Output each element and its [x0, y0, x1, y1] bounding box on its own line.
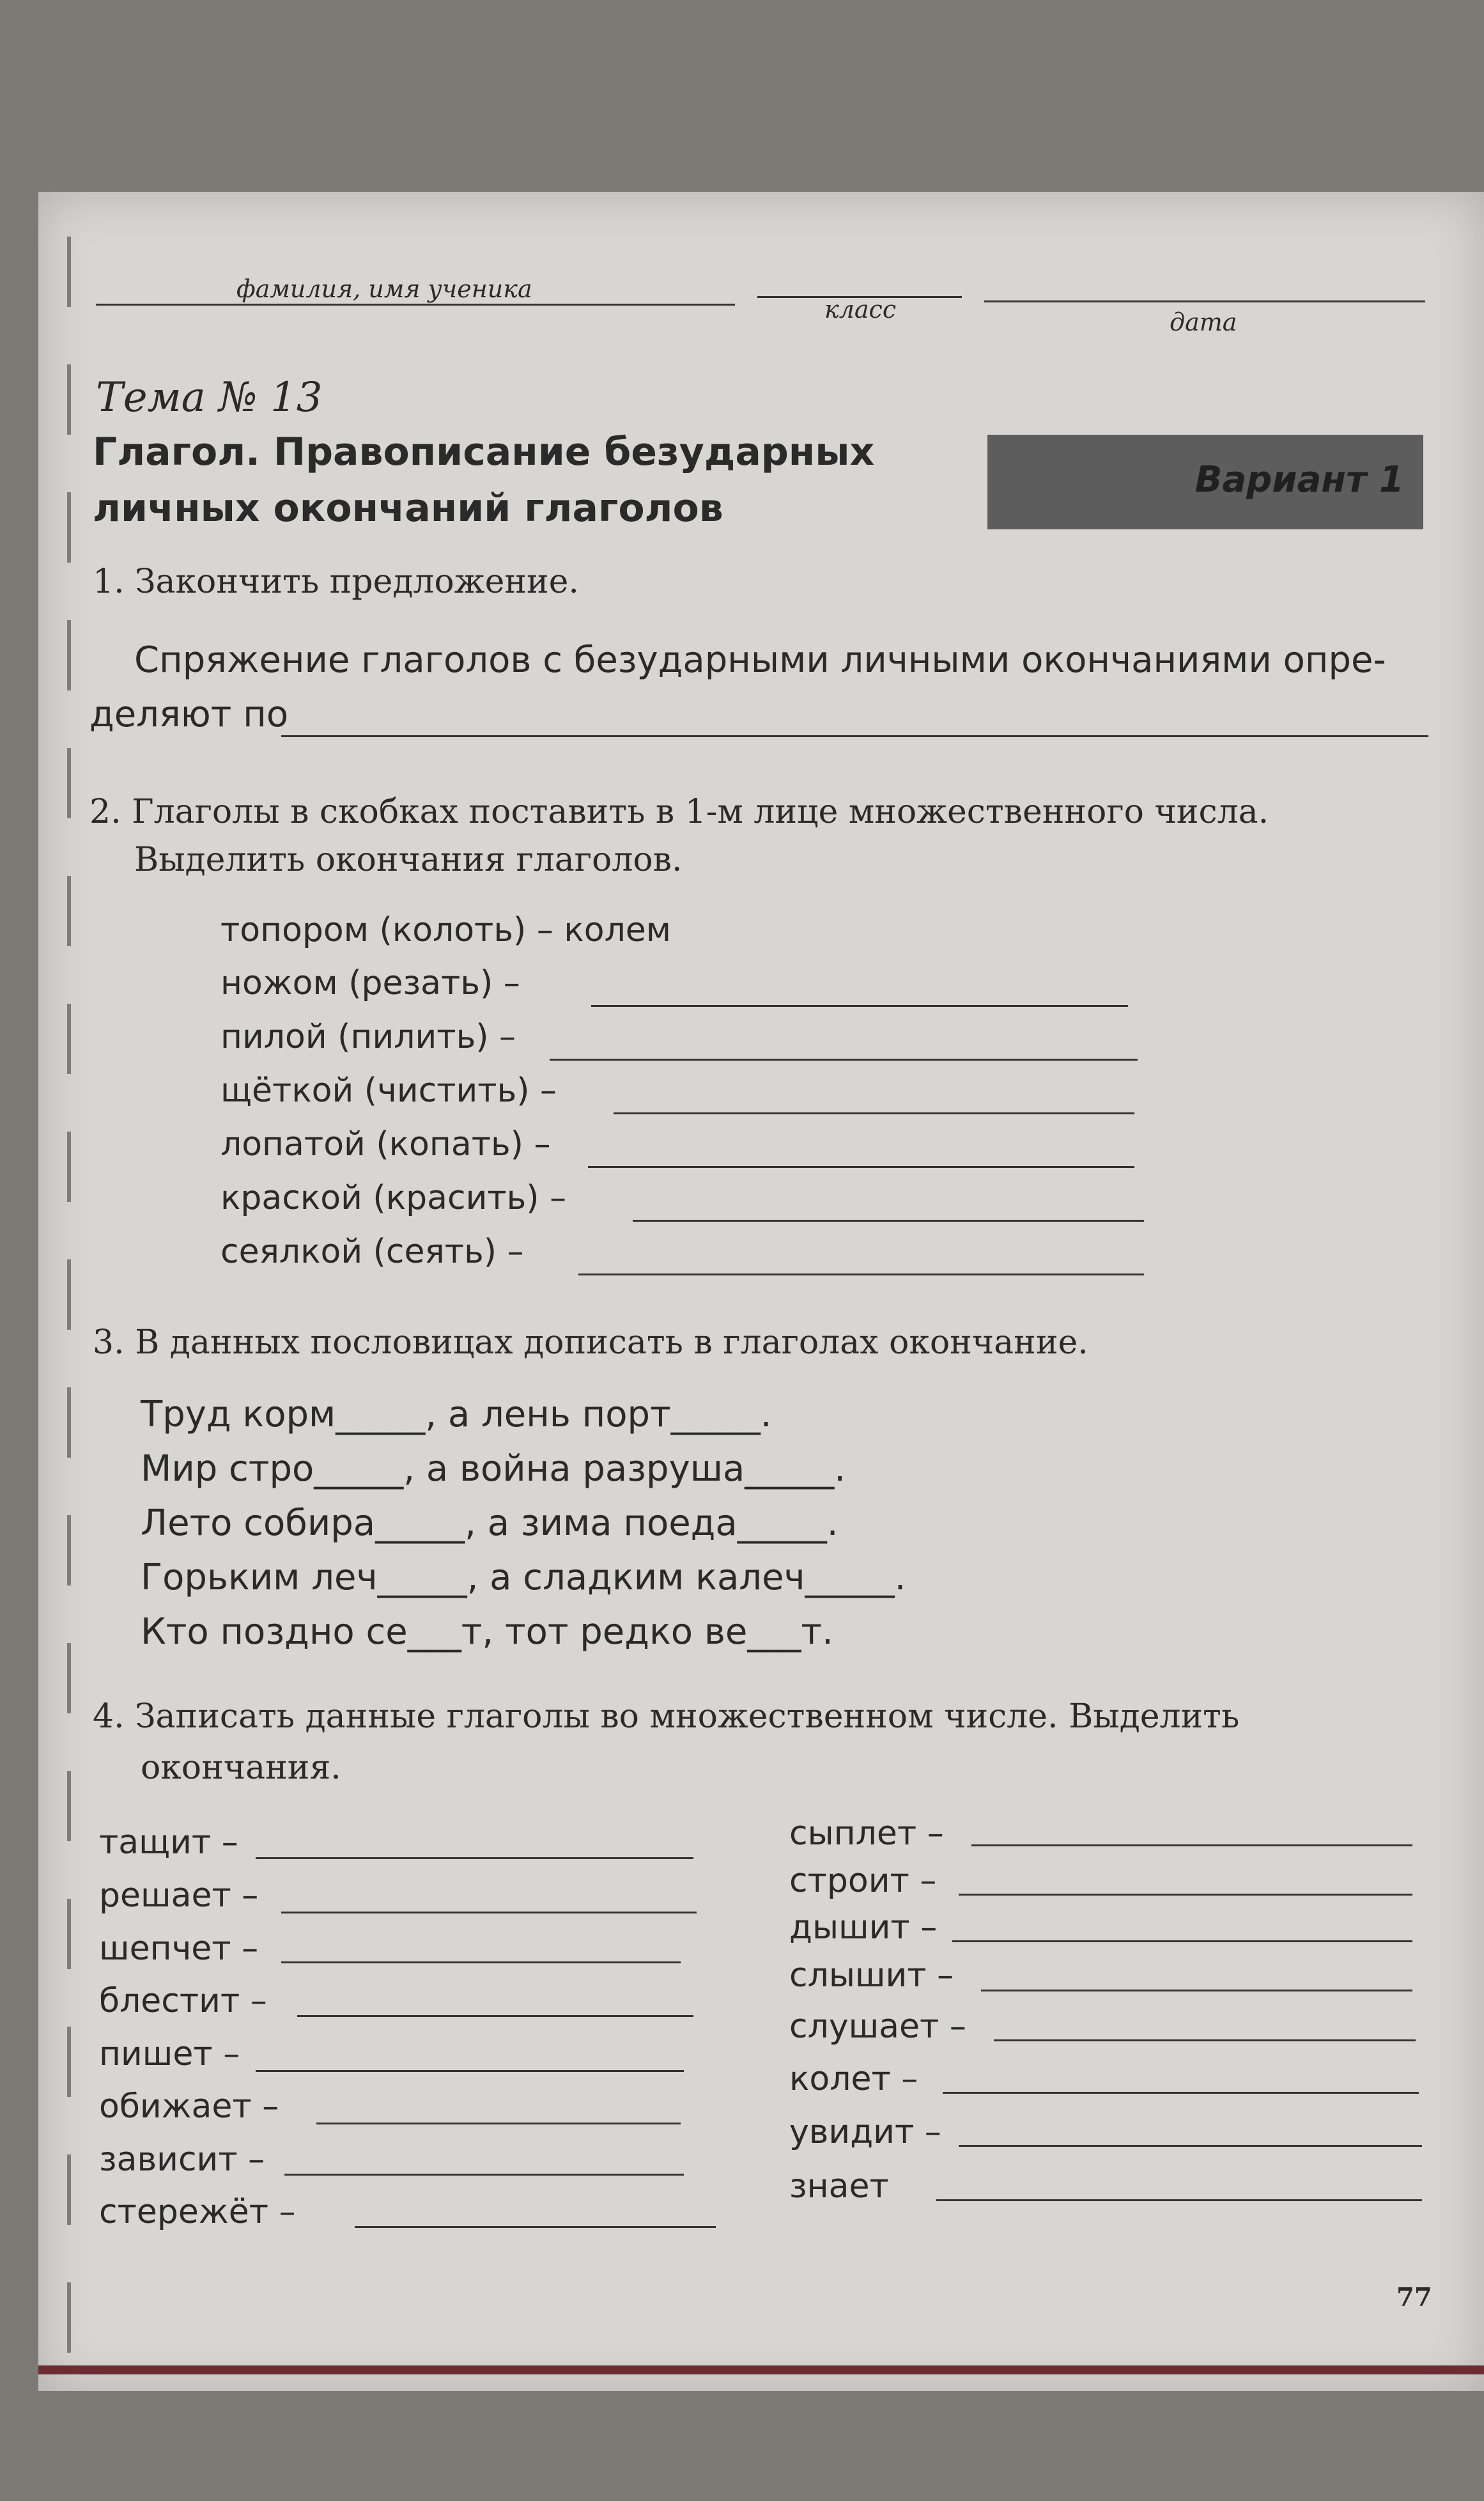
task4-left-item: шепчет –: [99, 1929, 259, 1968]
task4-left-item: блестит –: [99, 1982, 267, 2020]
page-edge: [38, 2365, 1484, 2374]
task4-right-item: строит –: [789, 1862, 937, 1900]
task4-answer-line: [936, 2199, 1422, 2201]
task4-right-item: увидит –: [789, 2113, 941, 2151]
variant-label: Вариант 1: [1194, 459, 1404, 501]
task4-right-item: сыплет –: [789, 1814, 944, 1853]
proverb: Мир стро_____, а война разруша_____.: [141, 1448, 846, 1490]
task4-answer-line: [281, 1912, 697, 1913]
task4-right-item: колет –: [789, 2060, 918, 2098]
proverb: Горьким леч_____, а сладким калеч_____.: [141, 1557, 906, 1598]
variant-badge: [987, 435, 1423, 529]
task4-answer-line: [297, 2015, 693, 2017]
title-line-1: Глагол. Правописание безударных: [93, 430, 875, 474]
task2-answer-line: [591, 1005, 1128, 1007]
date-line: [984, 300, 1425, 302]
task2-item: ножом (резать) –: [220, 964, 520, 1002]
task2-item: щёткой (чистить) –: [220, 1071, 557, 1110]
task1-question: 1. Закончить предложение.: [93, 563, 579, 601]
task4-answer-line: [994, 2039, 1416, 2041]
task4-answer-line: [284, 2174, 684, 2176]
task4-answer-line: [316, 2123, 681, 2124]
task4-right-item: слышит –: [789, 1956, 954, 1995]
task4-answer-line: [981, 1990, 1412, 1991]
task4-right-item: слушает –: [789, 2007, 966, 2046]
task4-left-item: обижает –: [99, 2087, 279, 2126]
task4-left-item: зависит –: [99, 2140, 265, 2179]
proverb: Кто поздно се___т, тот редко ве___т.: [141, 1611, 833, 1653]
task4-answer-line: [256, 1857, 693, 1859]
task3-question: 3. В данных пословицах дописать в глаголах окончание.: [93, 1323, 1088, 1362]
task4-question-line1: 4. Записать данные глаголы во множественном числе. Выделить: [93, 1697, 1240, 1736]
task2-item: топором (колоть) – колем: [220, 911, 672, 949]
page-number: 77: [1396, 2282, 1432, 2312]
task4-answer-line: [952, 1940, 1412, 1942]
task2-answer-line: [614, 1112, 1134, 1114]
task2-question-line1: 2. Глаголы в скобках поставить в 1-м лице множественного числа.: [89, 793, 1269, 831]
page-binding: [67, 237, 71, 2353]
task4-answer-line: [281, 1961, 681, 1963]
topic-number: Тема № 13: [96, 374, 323, 421]
task1-answer-line: [281, 735, 1428, 737]
task4-left-item: пишет –: [99, 2035, 240, 2073]
task2-answer-line: [633, 1220, 1144, 1222]
task4-right-item: дышит –: [789, 1908, 938, 1947]
task4-left-item: стережёт –: [99, 2193, 296, 2231]
date-label: дата: [1170, 308, 1237, 336]
task2-item: краской (красить) –: [220, 1179, 567, 1217]
task2-item: сеялкой (сеять) –: [220, 1233, 524, 1271]
task4-answer-line: [943, 2092, 1419, 2094]
student-name-label: фамилия, имя ученика: [236, 275, 532, 303]
task4-answer-line: [355, 2226, 716, 2228]
task4-left-item: тащит –: [99, 1823, 238, 1862]
proverb: Труд корм_____, а лень порт_____.: [141, 1394, 772, 1435]
task4-answer-line: [959, 2145, 1422, 2147]
task4-right-item: знает: [789, 2167, 889, 2206]
student-name-line: [96, 304, 735, 306]
task4-answer-line: [959, 1894, 1412, 1896]
title-line-2: личных окончаний глаголов: [93, 486, 723, 531]
task1-text-line1: Спряжение глаголов с безударными личными окончаниями опре-: [134, 639, 1386, 681]
task4-left-item: решает –: [99, 1876, 259, 1915]
task2-answer-line: [578, 1274, 1144, 1275]
task2-answer-line: [550, 1059, 1138, 1061]
task4-answer-line: [256, 2070, 684, 2072]
task2-item: пилой (пилить) –: [220, 1018, 516, 1056]
task4-answer-line: [971, 1844, 1412, 1846]
task1-text-line2: деляют по: [89, 694, 289, 735]
task4-question-line2: окончания.: [141, 1749, 341, 1787]
task2-item: лопатой (копать) –: [220, 1125, 551, 1164]
proverb: Лето собира_____, а зима поеда_____.: [141, 1502, 839, 1544]
task2-question-line2: Выделить окончания глаголов.: [134, 841, 683, 879]
task2-answer-line: [588, 1166, 1134, 1168]
class-label: класс: [824, 295, 897, 323]
